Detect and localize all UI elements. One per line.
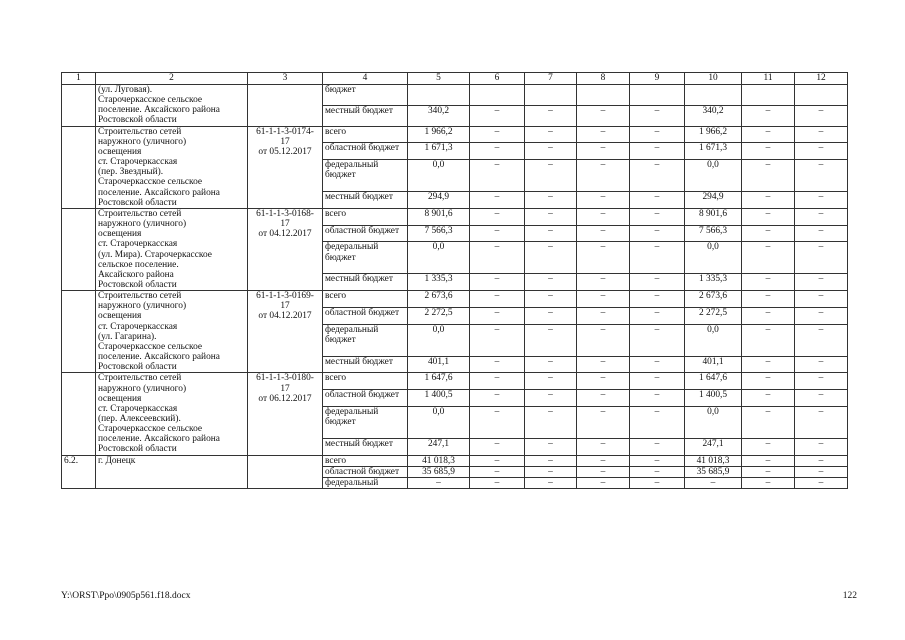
funding-source: всего xyxy=(323,373,408,390)
value-cell-col-8: – xyxy=(577,126,630,143)
funding-source: федеральный xyxy=(323,477,408,488)
value-cell-col-12: – xyxy=(795,373,848,390)
object-name-line: ст. Старочеркасская xyxy=(98,239,178,250)
value-cell-col-8: – xyxy=(577,373,630,390)
value-cell-col-11: – xyxy=(742,274,795,291)
expertise-code-line: 17 xyxy=(280,383,290,394)
value-cell-col-12: – xyxy=(795,406,848,438)
object-name-line: Аксайского района xyxy=(98,269,174,280)
value-cell-col-7: – xyxy=(525,466,577,477)
value-cell-col-9: – xyxy=(630,291,685,308)
object-name-line: Строительство сетей xyxy=(98,373,182,384)
value-cell-col-7: – xyxy=(525,225,577,242)
item-number: 6.2. xyxy=(62,455,96,488)
value-cell-col-7: – xyxy=(525,373,577,390)
value-cell-col-11: – xyxy=(742,143,795,160)
column-header: 6 xyxy=(470,73,525,85)
value-cell-col-10: 340,2 xyxy=(685,105,742,126)
value-cell-col-6: – xyxy=(470,466,525,477)
value-cell-col-6: – xyxy=(470,455,525,466)
expertise-code xyxy=(248,85,323,127)
value-cell-col-9: – xyxy=(630,455,685,466)
value-cell-col-6: – xyxy=(470,307,525,324)
item-number xyxy=(62,291,96,373)
table-row xyxy=(62,373,848,390)
value-cell-col-7: – xyxy=(525,160,577,192)
expertise-code xyxy=(248,208,323,290)
value-cell-col-7: – xyxy=(525,143,577,160)
value-cell-col-11: – xyxy=(742,105,795,126)
value-cell-col-12: – xyxy=(795,356,848,373)
value-cell-col-8: – xyxy=(577,406,630,438)
table-body xyxy=(62,85,848,489)
object-name-line: (ул. Гагарина). xyxy=(98,331,157,342)
value-cell-col-7: – xyxy=(525,208,577,225)
value-cell-col-12: – xyxy=(795,324,848,356)
column-header: 2 xyxy=(96,73,248,85)
value-cell-col-8: – xyxy=(577,192,630,209)
expertise-code-line: 17 xyxy=(280,219,290,230)
funding-source: всего xyxy=(323,455,408,466)
object-name-line: Ростовской области xyxy=(98,279,177,290)
value-cell-col-6: – xyxy=(470,242,525,274)
expertise-code xyxy=(248,126,323,208)
value-cell-col-11: – xyxy=(742,225,795,242)
funding-source: всего xyxy=(323,208,408,225)
value-cell-col-9: – xyxy=(630,324,685,356)
value-cell-col-11: – xyxy=(742,356,795,373)
funding-source: всего xyxy=(323,291,408,308)
value-cell-col-9: – xyxy=(630,192,685,209)
value-cell-col-10: 1 400,5 xyxy=(685,390,742,407)
column-header: 1 xyxy=(62,73,96,85)
value-cell-col-6: – xyxy=(470,105,525,126)
value-cell-col-12: – xyxy=(795,307,848,324)
funding-source: федеральный бюджет xyxy=(323,242,408,274)
value-cell-col-6 xyxy=(470,85,525,106)
value-cell-col-5: 1 671,3 xyxy=(408,143,470,160)
value-cell-col-12: – xyxy=(795,143,848,160)
column-header: 4 xyxy=(323,73,408,85)
value-cell-col-9: – xyxy=(630,225,685,242)
value-cell-col-8: – xyxy=(577,477,630,488)
funding-source: областной бюджет xyxy=(323,225,408,242)
table-row xyxy=(62,208,848,225)
object-name xyxy=(96,126,248,208)
value-cell-col-6: – xyxy=(470,274,525,291)
value-cell-col-7: – xyxy=(525,455,577,466)
value-cell-col-10: 247,1 xyxy=(685,438,742,455)
object-name xyxy=(96,85,248,127)
value-cell-col-10: 1 966,2 xyxy=(685,126,742,143)
object-name-line: ст. Старочеркасская xyxy=(98,321,178,332)
object-name-line: Ростовской области xyxy=(98,444,177,455)
value-cell-col-7: – xyxy=(525,242,577,274)
funding-source: всего xyxy=(323,126,408,143)
value-cell-col-12 xyxy=(795,85,848,106)
value-cell-col-10: 2 673,6 xyxy=(685,291,742,308)
budget-table xyxy=(61,72,848,489)
value-cell-col-8: – xyxy=(577,208,630,225)
value-cell-col-6: – xyxy=(470,192,525,209)
value-cell-col-8: – xyxy=(577,291,630,308)
value-cell-col-12: – xyxy=(795,192,848,209)
table-row xyxy=(62,85,848,106)
object-name-line: г. Донецк xyxy=(98,455,136,466)
column-header: 8 xyxy=(577,73,630,85)
object-name xyxy=(96,455,248,488)
value-cell-col-6: – xyxy=(470,143,525,160)
value-cell-col-10: 1 335,3 xyxy=(685,274,742,291)
object-name xyxy=(96,373,248,455)
value-cell-col-6: – xyxy=(470,291,525,308)
expertise-code-line: от 05.12.2017 xyxy=(258,146,312,157)
funding-source: бюджет xyxy=(323,85,408,106)
funding-source: областной бюджет xyxy=(323,307,408,324)
value-cell-col-8: – xyxy=(577,105,630,126)
object-name-line: Ростовской области xyxy=(98,362,177,373)
value-cell-col-5: 1 400,5 xyxy=(408,390,470,407)
value-cell-col-11: – xyxy=(742,455,795,466)
value-cell-col-11: – xyxy=(742,242,795,274)
value-cell-col-9: – xyxy=(630,126,685,143)
value-cell-col-9: – xyxy=(630,208,685,225)
expertise-code-line: 61-1-1-3-0168- xyxy=(256,208,314,219)
object-name-line: наружного (уличного) xyxy=(98,383,187,394)
value-cell-col-8: – xyxy=(577,242,630,274)
funding-source: местный бюджет xyxy=(323,105,408,126)
funding-source: местный бюджет xyxy=(323,274,408,291)
value-cell-col-9: – xyxy=(630,477,685,488)
value-cell-col-9: – xyxy=(630,242,685,274)
object-name-line: освещения xyxy=(98,311,142,322)
value-cell-col-10: 7 566,3 xyxy=(685,225,742,242)
value-cell-col-5: 0,0 xyxy=(408,406,470,438)
value-cell-col-9 xyxy=(630,85,685,106)
object-name-line: ст. Старочеркасская xyxy=(98,157,178,168)
table-header-row xyxy=(62,73,848,85)
table-row xyxy=(62,455,848,466)
funding-source: областной бюджет xyxy=(323,143,408,160)
value-cell-col-5: 340,2 xyxy=(408,105,470,126)
value-cell-col-7: – xyxy=(525,356,577,373)
value-cell-col-9: – xyxy=(630,466,685,477)
expertise-code-line: 61-1-1-3-0180- xyxy=(256,373,314,384)
value-cell-col-11: – xyxy=(742,466,795,477)
value-cell-col-7: – xyxy=(525,291,577,308)
value-cell-col-5: 8 901,6 xyxy=(408,208,470,225)
value-cell-col-12: – xyxy=(795,225,848,242)
object-name-line: наружного (уличного) xyxy=(98,136,187,147)
value-cell-col-5: 0,0 xyxy=(408,160,470,192)
value-cell-col-6: – xyxy=(470,356,525,373)
column-header: 5 xyxy=(408,73,470,85)
expertise-code-line: 61-1-1-3-0174- xyxy=(256,126,314,137)
value-cell-col-12: – xyxy=(795,105,848,126)
funding-source: местный бюджет xyxy=(323,192,408,209)
object-name xyxy=(96,291,248,373)
value-cell-col-9: – xyxy=(630,160,685,192)
item-number xyxy=(62,373,96,455)
object-name-line: (пер. Алексеевский). xyxy=(98,414,181,424)
value-cell-col-11: – xyxy=(742,291,795,308)
object-name-line: Строительство сетей xyxy=(98,208,182,219)
value-cell-col-7: – xyxy=(525,105,577,126)
object-name-line: Строительство сетей xyxy=(98,126,182,137)
value-cell-col-12: – xyxy=(795,455,848,466)
value-cell-col-7: – xyxy=(525,126,577,143)
value-cell-col-9: – xyxy=(630,390,685,407)
value-cell-col-10: 0,0 xyxy=(685,160,742,192)
expertise-code-line: 61-1-1-3-0169- xyxy=(256,291,314,302)
table-row xyxy=(62,126,848,143)
object-name-line: сельское поселение. xyxy=(98,259,179,270)
object-name-line: поселение. Аксайского района xyxy=(98,105,220,116)
page-number: 122 xyxy=(842,591,857,601)
object-name-line: Старочеркасское сельское xyxy=(98,424,203,435)
value-cell-col-7: – xyxy=(525,274,577,291)
object-name-line: наружного (уличного) xyxy=(98,219,187,230)
value-cell-col-8: – xyxy=(577,307,630,324)
value-cell-col-5: 2 673,6 xyxy=(408,291,470,308)
value-cell-col-12: – xyxy=(795,208,848,225)
expertise-code xyxy=(248,373,323,455)
value-cell-col-7: – xyxy=(525,406,577,438)
value-cell-col-9: – xyxy=(630,307,685,324)
value-cell-col-10: 401,1 xyxy=(685,356,742,373)
value-cell-col-5: 1 966,2 xyxy=(408,126,470,143)
object-name-line: (ул. Луговая). xyxy=(98,85,153,95)
value-cell-col-8: – xyxy=(577,438,630,455)
value-cell-col-10: 0,0 xyxy=(685,242,742,274)
value-cell-col-8 xyxy=(577,85,630,106)
expertise-code xyxy=(248,291,323,373)
value-cell-col-9: – xyxy=(630,274,685,291)
value-cell-col-8: – xyxy=(577,225,630,242)
funding-source: местный бюджет xyxy=(323,356,408,373)
object-name-line: освещения xyxy=(98,393,142,404)
expertise-code-line: 17 xyxy=(280,301,290,312)
value-cell-col-7: – xyxy=(525,390,577,407)
item-number xyxy=(62,126,96,208)
value-cell-col-8: – xyxy=(577,356,630,373)
value-cell-col-11: – xyxy=(742,438,795,455)
value-cell-col-5: 1 335,3 xyxy=(408,274,470,291)
value-cell-col-11 xyxy=(742,85,795,106)
value-cell-col-11: – xyxy=(742,192,795,209)
value-cell-col-8: – xyxy=(577,455,630,466)
value-cell-col-7: – xyxy=(525,438,577,455)
value-cell-col-9: – xyxy=(630,438,685,455)
value-cell-col-11: – xyxy=(742,477,795,488)
value-cell-col-7 xyxy=(525,85,577,106)
funding-source: федеральный бюджет xyxy=(323,406,408,438)
footer-file-path: Y:\ORST\Ppo\0905p561.f18.docx xyxy=(61,591,191,601)
value-cell-col-6: – xyxy=(470,390,525,407)
object-name-line: освещения xyxy=(98,146,142,157)
value-cell-col-6: – xyxy=(470,126,525,143)
value-cell-col-5: 7 566,3 xyxy=(408,225,470,242)
value-cell-col-10: 8 901,6 xyxy=(685,208,742,225)
value-cell-col-8: – xyxy=(577,160,630,192)
column-header: 7 xyxy=(525,73,577,85)
value-cell-col-11: – xyxy=(742,160,795,192)
funding-source: федеральный бюджет xyxy=(323,324,408,356)
value-cell-col-12: – xyxy=(795,438,848,455)
value-cell-col-8: – xyxy=(577,274,630,291)
value-cell-col-9: – xyxy=(630,105,685,126)
value-cell-col-5: 247,1 xyxy=(408,438,470,455)
funding-source: областной бюджет xyxy=(323,466,408,477)
value-cell-col-10: 35 685,9 xyxy=(685,466,742,477)
value-cell-col-8: – xyxy=(577,390,630,407)
value-cell-col-12: – xyxy=(795,390,848,407)
expertise-code-line: от 04.12.2017 xyxy=(258,311,312,322)
value-cell-col-7: – xyxy=(525,477,577,488)
object-name-line: (ул. Мира). Старочеркасское xyxy=(98,249,212,260)
value-cell-col-9: – xyxy=(630,406,685,438)
value-cell-col-10: 294,9 xyxy=(685,192,742,209)
value-cell-col-11: – xyxy=(742,373,795,390)
value-cell-col-6: – xyxy=(470,373,525,390)
value-cell-col-6: – xyxy=(470,406,525,438)
funding-source: областной бюджет xyxy=(323,390,408,407)
expertise-code-line: от 06.12.2017 xyxy=(258,393,312,404)
value-cell-col-10: 0,0 xyxy=(685,324,742,356)
object-name-line: (пер. Звездный). xyxy=(98,167,164,178)
value-cell-col-5: 35 685,9 xyxy=(408,466,470,477)
object-name-line: поселение. Аксайского района xyxy=(98,434,220,445)
value-cell-col-10: 1 647,6 xyxy=(685,373,742,390)
object-name-line: наружного (уличного) xyxy=(98,301,187,312)
funding-source: федеральный бюджет xyxy=(323,160,408,192)
value-cell-col-12: – xyxy=(795,160,848,192)
value-cell-col-7: – xyxy=(525,307,577,324)
value-cell-col-6: – xyxy=(470,160,525,192)
value-cell-col-12: – xyxy=(795,466,848,477)
column-header: 9 xyxy=(630,73,685,85)
value-cell-col-12: – xyxy=(795,242,848,274)
value-cell-col-8: – xyxy=(577,466,630,477)
value-cell-col-9: – xyxy=(630,143,685,160)
value-cell-col-5 xyxy=(408,85,470,106)
value-cell-col-11: – xyxy=(742,406,795,438)
value-cell-col-5: 0,0 xyxy=(408,324,470,356)
value-cell-col-8: – xyxy=(577,324,630,356)
value-cell-col-10: 0,0 xyxy=(685,406,742,438)
expertise-code-line: 17 xyxy=(280,136,290,147)
value-cell-col-11: – xyxy=(742,307,795,324)
value-cell-col-10: 2 272,5 xyxy=(685,307,742,324)
object-name-line: Старочеркасское сельское xyxy=(98,95,203,106)
value-cell-col-5: 294,9 xyxy=(408,192,470,209)
value-cell-col-11: – xyxy=(742,390,795,407)
value-cell-col-5: 41 018,3 xyxy=(408,455,470,466)
value-cell-col-11: – xyxy=(742,208,795,225)
object-name-line: Строительство сетей xyxy=(98,291,182,302)
value-cell-col-5: 401,1 xyxy=(408,356,470,373)
expertise-code-line: от 04.12.2017 xyxy=(258,229,312,240)
value-cell-col-6: – xyxy=(470,477,525,488)
value-cell-col-5: – xyxy=(408,477,470,488)
value-cell-col-5: 0,0 xyxy=(408,242,470,274)
value-cell-col-12: – xyxy=(795,477,848,488)
column-header: 10 xyxy=(685,73,742,85)
value-cell-col-10 xyxy=(685,85,742,106)
object-name-line: освещения xyxy=(98,229,142,240)
value-cell-col-11: – xyxy=(742,126,795,143)
object-name-line: поселение. Аксайского района xyxy=(98,352,220,363)
value-cell-col-12: – xyxy=(795,126,848,143)
value-cell-col-7: – xyxy=(525,192,577,209)
expertise-code xyxy=(248,455,323,488)
item-number xyxy=(62,208,96,290)
funding-source: местный бюджет xyxy=(323,438,408,455)
object-name-line: Ростовской области xyxy=(98,197,177,208)
object-name-line: поселение. Аксайского района xyxy=(98,187,220,198)
value-cell-col-6: – xyxy=(470,324,525,356)
value-cell-col-6: – xyxy=(470,208,525,225)
value-cell-col-10: 41 018,3 xyxy=(685,455,742,466)
value-cell-col-6: – xyxy=(470,438,525,455)
item-number xyxy=(62,85,96,127)
value-cell-col-8: – xyxy=(577,143,630,160)
table-row xyxy=(62,291,848,308)
value-cell-col-10: – xyxy=(685,477,742,488)
column-header: 3 xyxy=(248,73,323,85)
value-cell-col-5: 2 272,5 xyxy=(408,307,470,324)
value-cell-col-7: – xyxy=(525,324,577,356)
object-name-line: Ростовской области xyxy=(98,115,177,126)
object-name-line: ст. Старочеркасская xyxy=(98,403,178,414)
value-cell-col-9: – xyxy=(630,356,685,373)
object-name-line: Старочеркасское сельское xyxy=(98,177,203,188)
value-cell-col-11: – xyxy=(742,324,795,356)
object-name xyxy=(96,208,248,290)
value-cell-col-12: – xyxy=(795,274,848,291)
column-header: 11 xyxy=(742,73,795,85)
value-cell-col-6: – xyxy=(470,225,525,242)
value-cell-col-9: – xyxy=(630,373,685,390)
value-cell-col-5: 1 647,6 xyxy=(408,373,470,390)
value-cell-col-10: 1 671,3 xyxy=(685,143,742,160)
value-cell-col-12: – xyxy=(795,291,848,308)
column-header: 12 xyxy=(795,73,848,85)
object-name-line: Старочеркасское сельское xyxy=(98,341,203,352)
